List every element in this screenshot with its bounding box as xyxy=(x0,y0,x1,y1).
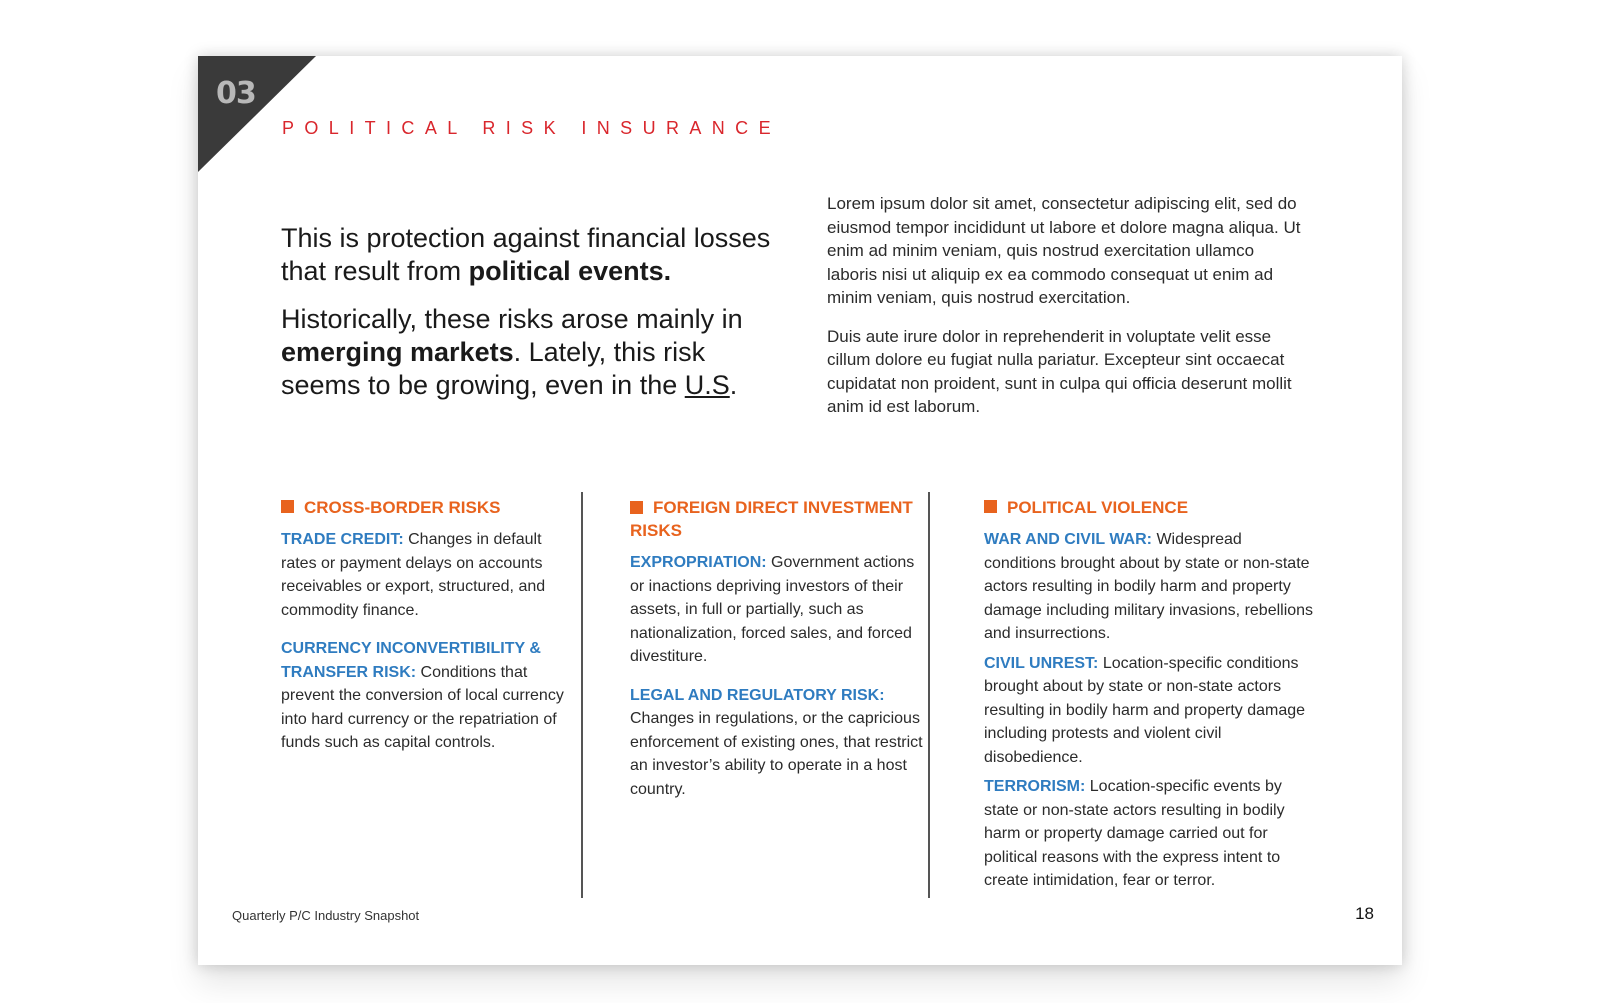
risk-item xyxy=(630,551,930,669)
risk-item xyxy=(984,775,1314,893)
column-foreign-direct-investment xyxy=(630,496,930,816)
risk-description: Widespread conditions brought about by state or non-state actors resulting in bodily harm and property damage including military invasions, rebellions and insurrections. xyxy=(984,531,1314,642)
intro-statement xyxy=(281,222,791,417)
square-bullet-icon xyxy=(984,500,997,513)
risk-term: EXPROPRIATION: xyxy=(630,554,767,571)
intro-text: . xyxy=(729,370,738,400)
column-heading-text: FOREIGN DIRECT INVESTMENT RISKS xyxy=(630,498,913,540)
intro-underlined: U.S xyxy=(684,370,730,400)
square-bullet-icon xyxy=(630,501,643,514)
risk-term: WAR AND CIVIL WAR: xyxy=(984,531,1152,548)
document-page xyxy=(198,56,1402,965)
section-title: POLITICAL RISK INSURANCE xyxy=(282,118,781,138)
intro-text: This is protection against financial losses that result from xyxy=(281,223,771,286)
risk-term: CURRENCY INCONVERTIBILITY & TRANSFER RISK: xyxy=(281,640,541,681)
column-heading xyxy=(984,496,1314,519)
risk-item xyxy=(281,637,571,755)
corner-triangle xyxy=(198,56,316,172)
body-text xyxy=(827,192,1307,434)
risk-description: Location-specific events by state or non-state actors resulting in bodily harm or property damage carried out for political reasons with the express intent to create intimidation, fear or terror. xyxy=(984,778,1285,889)
page-number: 18 xyxy=(1355,904,1374,923)
risk-term: CIVIL UNREST: xyxy=(984,654,1099,672)
column-heading xyxy=(630,496,930,542)
intro-paragraph-1 xyxy=(281,222,791,288)
risk-description: Location-specific conditions brought about by state or non-state actors resulting in bodily harm and property damage including protests and violent civil disobedience. xyxy=(984,654,1306,766)
body-paragraph-1: Lorem ipsum dolor sit amet, consectetur adipiscing elit, sed do eiusmod tempor incididunt ut labore et dolore magna aliqua. Ut enim ad minim veniam, quis nostrud exercitation ullamco laboris nisi ut aliquip ex ea commodo consequat ut enim ad minim veniam, quis nostrud exercitation. xyxy=(827,194,1301,307)
intro-paragraph-2 xyxy=(281,303,791,402)
risk-term: TERRORISM: xyxy=(984,778,1086,795)
risk-item xyxy=(984,528,1314,646)
intro-emphasis: emerging markets xyxy=(281,337,514,367)
section-number: 03 xyxy=(216,76,256,111)
risk-item xyxy=(281,528,571,622)
column-heading-text: CROSS-BORDER RISKS xyxy=(304,498,501,517)
column-divider xyxy=(581,492,583,898)
risk-item xyxy=(984,652,1314,770)
column-heading xyxy=(281,496,571,519)
risk-description: Changes in default rates or payment delays on accounts receivables or export, structured, and commodity finance. xyxy=(281,531,546,619)
intro-text: Historically, these risks arose mainly in xyxy=(281,304,743,334)
risk-description: Government actions or inactions depriving investors of their assets, in full or partially, such as nationalization, forced sales, and forced divestiture. xyxy=(630,554,915,665)
risk-item xyxy=(630,684,930,802)
risk-description: Conditions that prevent the conversion of local currency into hard currency or the repatriation of funds such as capital controls. xyxy=(281,663,564,751)
risk-term: TRADE CREDIT: xyxy=(281,531,404,548)
intro-emphasis: political events. xyxy=(468,256,672,286)
risk-term: LEGAL AND REGULATORY RISK: xyxy=(630,686,885,704)
column-cross-border xyxy=(281,496,571,770)
intro-text: . Lately, this risk seems to be growing, even in the xyxy=(281,337,706,400)
risk-description: Changes in regulations, or the capricious enforcement of existing ones, that restrict an investor’s ability to operate in a host country. xyxy=(630,710,923,798)
column-political-violence xyxy=(984,496,1314,899)
body-paragraph-2: Duis aute irure dolor in reprehenderit in voluptate velit esse cillum dolore eu fugiat nulla pariatur. Excepteur sint occaecat cupidatat non proident, sunt in culpa qui officia deserunt mollit anim id est laborum. xyxy=(827,326,1292,416)
square-bullet-icon xyxy=(281,500,294,513)
column-heading-text: POLITICAL VIOLENCE xyxy=(1007,498,1189,517)
footer-publication-title: Quarterly P/C Industry Snapshot xyxy=(232,908,420,923)
